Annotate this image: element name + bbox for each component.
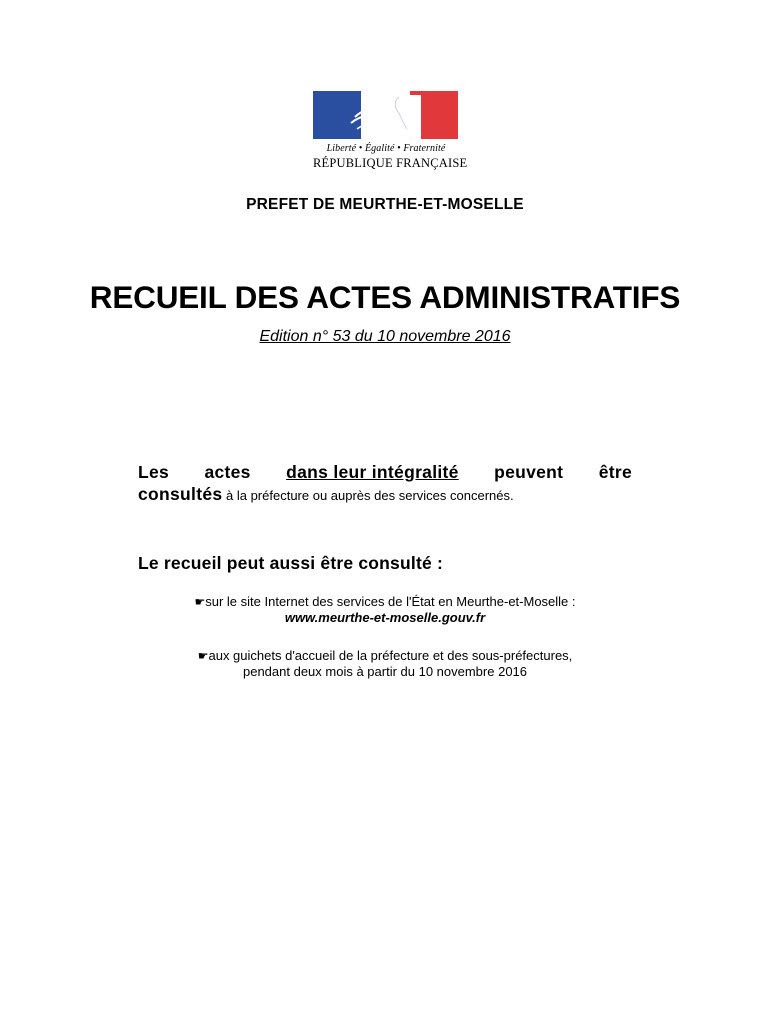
list-item-text: aux guichets d'accueil de la préfecture et des sous-préfectures, xyxy=(208,648,573,663)
emphasis-integralite: dans leur intégralité xyxy=(286,462,459,482)
website-link[interactable]: www.meurthe-et-moselle.gouv.fr xyxy=(284,610,486,625)
republique-francaise-logo xyxy=(313,91,468,171)
pointing-hand-icon: ☛ xyxy=(197,649,209,663)
word: peuvent xyxy=(494,462,564,482)
page-title: RECUEIL DES ACTES ADMINISTRATIFS xyxy=(89,279,681,315)
actes-line-1 xyxy=(138,462,632,483)
pointing-hand-icon: ☛ xyxy=(194,595,206,609)
list-item xyxy=(0,648,770,680)
prefet-heading: PREFET DE MEURTHE-ET-MOSELLE xyxy=(246,196,524,213)
recueil-heading: Le recueil peut aussi être consulté : xyxy=(138,553,443,573)
actes-line-2-text: à la préfecture ou auprès des services concernés. xyxy=(222,488,514,503)
word: Les xyxy=(138,462,170,482)
list-item-text-2: pendant deux mois à partir du 10 novembre 2016 xyxy=(242,664,528,679)
word: être xyxy=(598,462,632,482)
motto: Liberté • Égalité • Fraternité xyxy=(326,143,446,154)
actes-paragraph xyxy=(138,462,632,505)
republique-francaise-label: RÉPUBLIQUE FRANÇAISE xyxy=(313,156,468,170)
word: actes xyxy=(204,462,251,482)
actes-line-2 xyxy=(138,484,632,505)
consultes-bold: consultés xyxy=(138,484,223,504)
marianne-icon xyxy=(341,93,421,139)
list-item-text: sur le site Internet des services de l'État en Meurthe-et-Moselle : xyxy=(205,594,576,609)
tricolor-flag xyxy=(313,91,458,139)
list-item xyxy=(0,594,770,626)
edition-line: Edition n° 53 du 10 novembre 2016 xyxy=(259,328,511,345)
